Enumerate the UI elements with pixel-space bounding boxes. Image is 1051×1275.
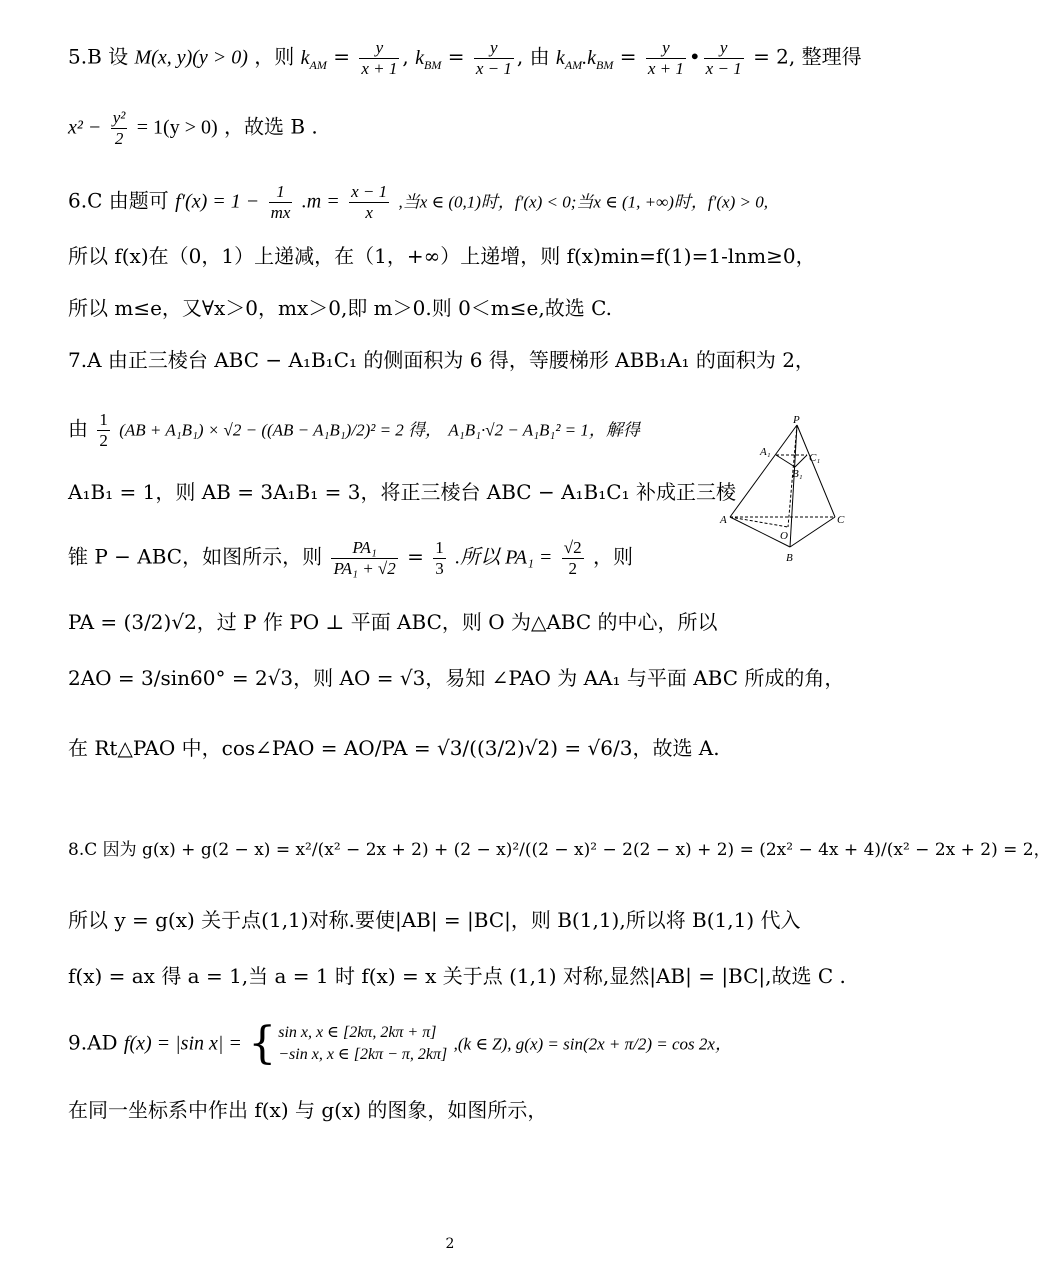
k-bm: $k_{BM}$ bbox=[415, 46, 442, 72]
frac-y2-2: $\frac{\text{y²}}{2}$ bbox=[112, 108, 126, 148]
p8-line1: 8.C 因为 g(x) + g(2 − x) = x²/(x² − 2x + 2) + (2 − x)²/((2 − x)² − 2(2 − x) + 2) = (2x² − 4x + 4)/(x² − 2x + 2) = 2， bbox=[68, 840, 1051, 860]
fig-label-a1: A₁ bbox=[760, 446, 771, 458]
p9-line1: 9.AD f(x) = |sin x| = { sin x, x ∈ [2kπ, 2kπ + π] −sin x, x ∈ [2kπ − π, 2kπ] ,(k ∈ Z), g(x) = sin(2x + π/2) = cos 2x， bbox=[68, 1018, 732, 1069]
k-am: $k_{AM}$ bbox=[300, 46, 327, 72]
p6-line3: 所以 m≤e，又∀x＞0，mx＞0,即 m＞0.则 0＜m≤e,故选 C. bbox=[68, 296, 613, 320]
eq: = bbox=[447, 44, 471, 69]
p5-text: = 2, 整理得 bbox=[753, 44, 862, 69]
p5-text: ，则 bbox=[254, 44, 295, 69]
p7-line3: A₁B₁ = 1，则 AB = 3A₁B₁ = 3，将正三棱台 ABC − A₁B₁C₁ 补成正三棱 bbox=[68, 480, 736, 504]
p7-line7: 在 Rt△PAO 中，cos∠PAO = AO/PA = √3/((3/2)√2) = √6/3，故选 A. bbox=[68, 736, 720, 760]
p9-line2: 在同一坐标系中作出 f(x) 与 g(x) 的图象，如图所示， bbox=[68, 1098, 548, 1122]
p8-line2: 所以 y = g(x) 关于点(1,1)对称.要使|AB| = |BC|，则 B(1,1),所以将 B(1,1) 代入 bbox=[68, 908, 801, 932]
p7-line6: 2AO = 3/sin60° = 2√3，则 AO = √3，易知 ∠PAO 为 AA₁ 与平面 ABC 所成的角， bbox=[68, 666, 845, 690]
p8-line3: f(x) = ax 得 a = 1,当 a = 1 时 f(x) = x 关于点 (1,1) 对称,显然|AB| = |BC|,故选 C . bbox=[68, 964, 846, 988]
eq: = bbox=[333, 44, 357, 69]
pyramid-figure bbox=[720, 415, 850, 580]
p6-line1: 6.C 由题可 f′(x) = 1 − $\frac{1}{mx}$ .m = $\frac{x - 1}{x}$ ,当x ∈ (0,1)时，f′(x) < 0;当x ∈ (1, +∞)时，f′(x) > 0, bbox=[68, 182, 768, 222]
p6-line2: 所以 f(x)在（0，1）上递减，在（1，+∞）上递增，则 f(x)min=f(1)=1-lnm≥0， bbox=[68, 244, 816, 268]
frac-y-xplus1: $\frac{y}{x + 1}$ bbox=[361, 38, 398, 78]
fig-label-b: B bbox=[786, 552, 793, 564]
fig-label-b1: B₁ bbox=[792, 468, 803, 480]
p7-line5: PA = (3/2)√2，过 P 作 PO ⊥ 平面 ABC，则 O 为△ABC 的中心，所以 bbox=[68, 610, 718, 634]
p7-line2: 由 $\frac{1}{2}$ (AB + A₁B₁) × √2 − ((AB − A₁B₁)/2)² = 2 得， A₁B₁·√2 − A₁B₁² = 1，解得 bbox=[68, 410, 640, 450]
frac-y-xminus1: $\frac{y}{x - 1}$ bbox=[475, 38, 512, 78]
p7-line4: 锥 P − ABC，如图所示，则 $\frac{\text{PA₁}}{\text{PA₁ + √2}}$ = $\frac{1}{3}$ .所以 PA₁ = $\frac{√2}{2}$ ，则 bbox=[68, 538, 633, 578]
fig-label-c: C bbox=[837, 514, 845, 526]
fig-label-a: A bbox=[720, 514, 727, 526]
p5-text: 由 bbox=[529, 44, 550, 69]
p5-label: 5.B 设 bbox=[68, 44, 129, 69]
p5-line1: 5.B 设 M(x, y)(y > 0) ，则 $k_{AM}$ = $\frac{y}{x + 1}$ , $k_{BM}$ = $\frac{y}{x - 1}$ , 由 $k_{AM}.k_{BM}$ = $\frac{y}{x + 1}$ • $\frac{y}{x - 1}$ = 2, 整理得 bbox=[68, 38, 862, 78]
fig-label-c1: C₁ bbox=[809, 452, 821, 464]
fig-label-o: O bbox=[780, 530, 788, 542]
p5-line2: x² − $\frac{\text{y²}}{2}$ = 1(y > 0) ，故选 B . bbox=[68, 108, 318, 148]
p5-point: M(x, y)(y > 0) bbox=[134, 46, 248, 69]
page-number: 2 bbox=[445, 1236, 455, 1252]
fig-label-p: P bbox=[793, 414, 800, 426]
p7-line1: 7.A 由正三棱台 ABC − A₁B₁C₁ 的侧面积为 6 得，等腰梯形 ABB₁A₁ 的面积为 2， bbox=[68, 348, 815, 372]
